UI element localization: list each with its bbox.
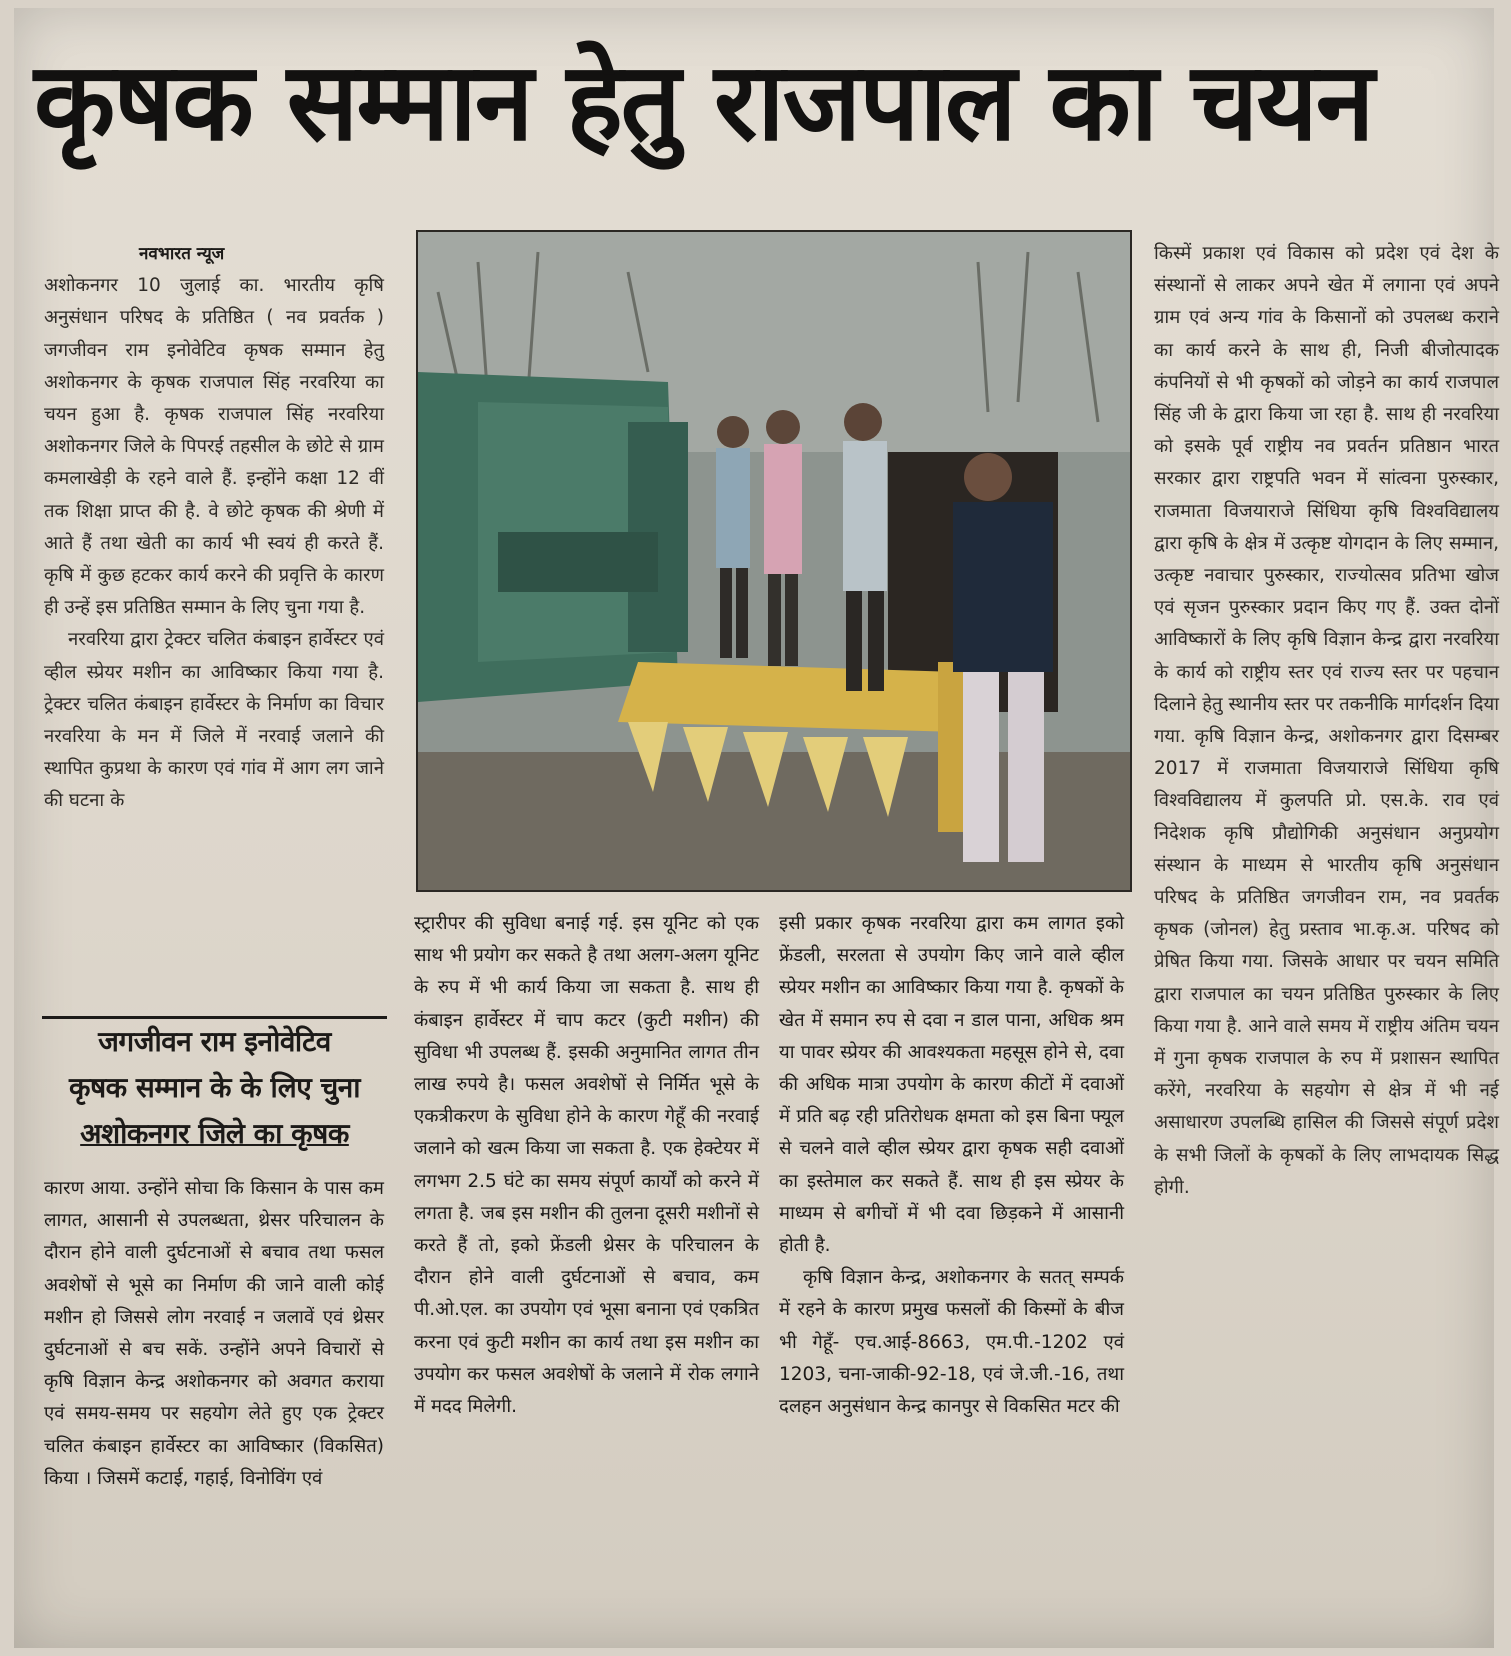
headline: कृषक सम्मान हेतु राजपाल का चयन [34,40,1373,165]
paragraph-sprayer: इसी प्रकार कृषक नरवरिया द्वारा कम लागत इको फ्रेंडली, सरलता से उपयोग किए जाने वाले व्हील स्प्रेयर मशीन का आविष्कार किया गया है. कृषकों के खेत में समान रुप से दवा न डाल पाना, अधिक श्रम या पावर स्प्रेयर की आवश्यकता महसूस होने से, दवा की अधिक मात्रा उपयोग के कारण कीटों में दवाओं में प्रति बढ़ रही प्रतिरोधक क्षमता को इस बिना फ्यूल से चलने वाले व्हील स्प्रेयर द्वारा कृषक सही दवाओं का इस्तेमाल कर सकते हैं. साथ ही इस स्प्रेयर के माध्यम से बगीचों में भी दवा छिड़कने में आसानी होती है. [779,913,1124,1257]
newspaper-page [14,8,1499,1648]
paragraph-invention: नरवरिया द्वारा ट्रेक्टर चलित कंबाइन हार्वेस्टर एवं व्हील स्प्रेयर मशीन का आविष्कार किया गया है. ट्रेक्टर चलित कंबाइन हार्वेस्टर के निर्माण का विचार नरवरिया के मन में जिले में नरवाई जलाने की स्थापित कुप्रथा के कारण एवं गांव में आग लग जाने की घटना के [44,629,384,812]
pull-quote-line-3: अशोकनगर जिले का कृषक [80,1117,349,1150]
column-2 [414,908,759,1423]
pull-quote-line-2: कृषक सम्मान के के लिए चुना [68,1071,361,1104]
column-4 [1154,238,1499,1204]
paragraph-reason: कारण आया. उन्होंने सोचा कि किसान के पास कम लागत, आसानी से उपलब्धता, थ्रेसर परिचालन के दौरान होने वाली दुर्घटनाओं से बचाव तथा फसल अवशेषों से भूसे का निर्माण की जाने वाली कोई मशीन हो जिससे लोग नरवाई न जलावें एवं थ्रेसर दुर्घटनाओं से बच सकें. उन्होंने अपने विचारों से कृषि विज्ञान केन्द्र अशोकनगर को अवगत कराया एवं समय-समय पर सहयोग लेते हुए एक ट्रेक्टर चलित कंबाइन हार्वेस्टर का आविष्कार (विकसित) किया । जिसमें कटाई, गहाई, विनोविंग एवं [44,1178,384,1489]
dateline: नवभारत न्यूज [139,244,225,264]
paragraph-facilities: स्ट्रारीपर की सुविधा बनाई गई. इस यूनिट को एक साथ भी प्रयोग कर सकते है तथा अलग-अलग यूनिट के रुप में भी कार्य किया जा सकता है. साथ ही कंबाइन हार्वेस्टर में चाप कटर (कुटी मशीन) की सुविधा भी उपलब्ध हैं. इसकी अनुमानित लागत तीन लाख रुपये है। फसल अवशेषों से निर्मित भूसे के एकत्रीकरण के सुविधा होने के कारण गेहूँ की नरवाई जलाने को खत्म किया जा सकता है. एक हेक्टेयर में लगभग 2.5 घंटे का समय संपूर्ण कार्यों को करने में लगता है. जब इस मशीन की तुलना दूसरी मशीनों से करते हैं तो, इको फ्रेंडली थ्रेसर के परिचालन के दौरान होने वाली दुर्घटनाओं से बचाव, कम पी.ओ.एल. का उपयोग एवं भूसा बनाना एवं एकत्रित करना एवं कुटी मशीन का कार्य तथा इस मशीन का उपयोग कर फसल अवशेषों के जलाने में रोक लगाने में मदद मिलेगी. [414,913,759,1418]
harvester-photo [416,230,1132,892]
column-1-bottom [44,1173,384,1495]
pull-quote-line-1: जगजीवन राम इनोवेटिव [98,1025,331,1058]
paragraph-seeds: कृषि विज्ञान केन्द्र, अशोकनगर के सतत् सम्पर्क में रहने के कारण प्रमुख फसलों की किस्मों के बीज भी गेहूँ- एच.आई-8663, एम.पी.-1202 एवं 1203, चना-जाकी-92-18, एवं जे.जी.-16, तथा दलहन अनुसंधान केन्द्र कानपुर से विकसित मटर की [779,1267,1124,1418]
column-3 [779,908,1124,1423]
pull-quote-box [42,1016,387,1167]
combine-harvester-photo-icon [418,232,1130,890]
paragraph-awards: किस्में प्रकाश एवं विकास को प्रदेश एवं देश के संस्थानों से लाकर अपने खेत में लगाना एवं अपने ग्राम एवं अन्य गांव के किसानों को उपलब्ध कराने का कार्य करने के साथ ही, निजी बीजोत्पादक कंपनियों से भी कृषकों को जोड़ने का कार्य राजपाल सिंह जी के द्वारा किया जा रहा है. साथ ही नरवरिया को इसके पूर्व राष्ट्रीय नव प्रवर्तन प्रतिष्ठान भारत सरकार द्वारा राष्ट्रपति भवन में सांत्वना पुरुस्कार, राजमाता विजयाराजे सिंधिया कृषि विश्वविद्यालय द्वारा कृषि के क्षेत्र में उत्कृष्ट योगदान के लिए सम्मान, उत्कृष्ट नवाचार पुरुस्कार, राज्योत्सव प्रतिभा खोज एवं सृजन पुरुस्कार प्रदान किए गए हैं. उक्त दोनों आविष्कारों के लिए कृषि विज्ञान केन्द्र द्वारा नरवरिया के कार्य को राष्ट्रीय स्तर एवं राज्य स्तर पर पहचान दिलाने हेतु स्थानीय स्तर पर तकनीकि मार्गदर्शन दिया गया. कृषि विज्ञान केन्द्र, अशोकनगर द्वारा दिसम्बर 2017 में राजमाता विजयाराजे सिंधिया कृषि विश्वविद्यालय में कुलपति प्रो. एस.के. राव एवं निदेशक कृषि प्रौद्योगिकी अनुसंधान अनुप्रयोग संस्थान के माध्यम से भारतीय कृषि अनुसंधान परिषद के प्रतिष्ठित जगजीवन राम, नव प्रवर्तक कृषक (जोनल) हेतु प्रस्ताव भा.कृ.अ. परिषद को प्रेषित किया गया. जिसके आधार पर चयन समिति द्वारा राजपाल का चयन प्रतिष्ठित पुरुस्कार के लिए किया गया है. आने वाले समय में राष्ट्रीय अंतिम चयन में गुना कृषक राजपाल के रुप में प्रशासन स्थापित करेंगे, नरवरिया के सहयोग से क्षेत्र में भी नई असाधारण उपलब्धि हासिल की जिससे संपूर्ण प्रदेश के सभी जिलों के कृषकों के लिए लाभदायक सिद्ध होगी. [1154,243,1499,1198]
paragraph-intro: अशोकनगर 10 जुलाई का. भारतीय कृषि अनुसंधान परिषद के प्रतिष्ठित ( नव प्रवर्तक ) जगजीवन राम इनोवेटिव कृषक सम्मान हेतु अशोकनगर के कृषक राजपाल सिंह नरवरिया का चयन हुआ है. कृषक राजपाल सिंह नरवरिया अशोकनगर जिले के पिपरई तहसील के छोटे से ग्राम कमलाखेड़ी के रहने वाले हैं. इन्होंने कक्षा 12 वीं तक शिक्षा प्राप्त की है. वे छोटे कृषक की श्रेणी में आते हैं तथा खेती का कार्य भी स्वयं ही करते हैं. कृषि में कुछ हटकर कार्य करने की प्रवृत्ति के कारण ही उन्हें इस प्रतिष्ठित सम्मान के लिए चुना गया है. [44,275,385,619]
column-1-top [44,238,384,818]
